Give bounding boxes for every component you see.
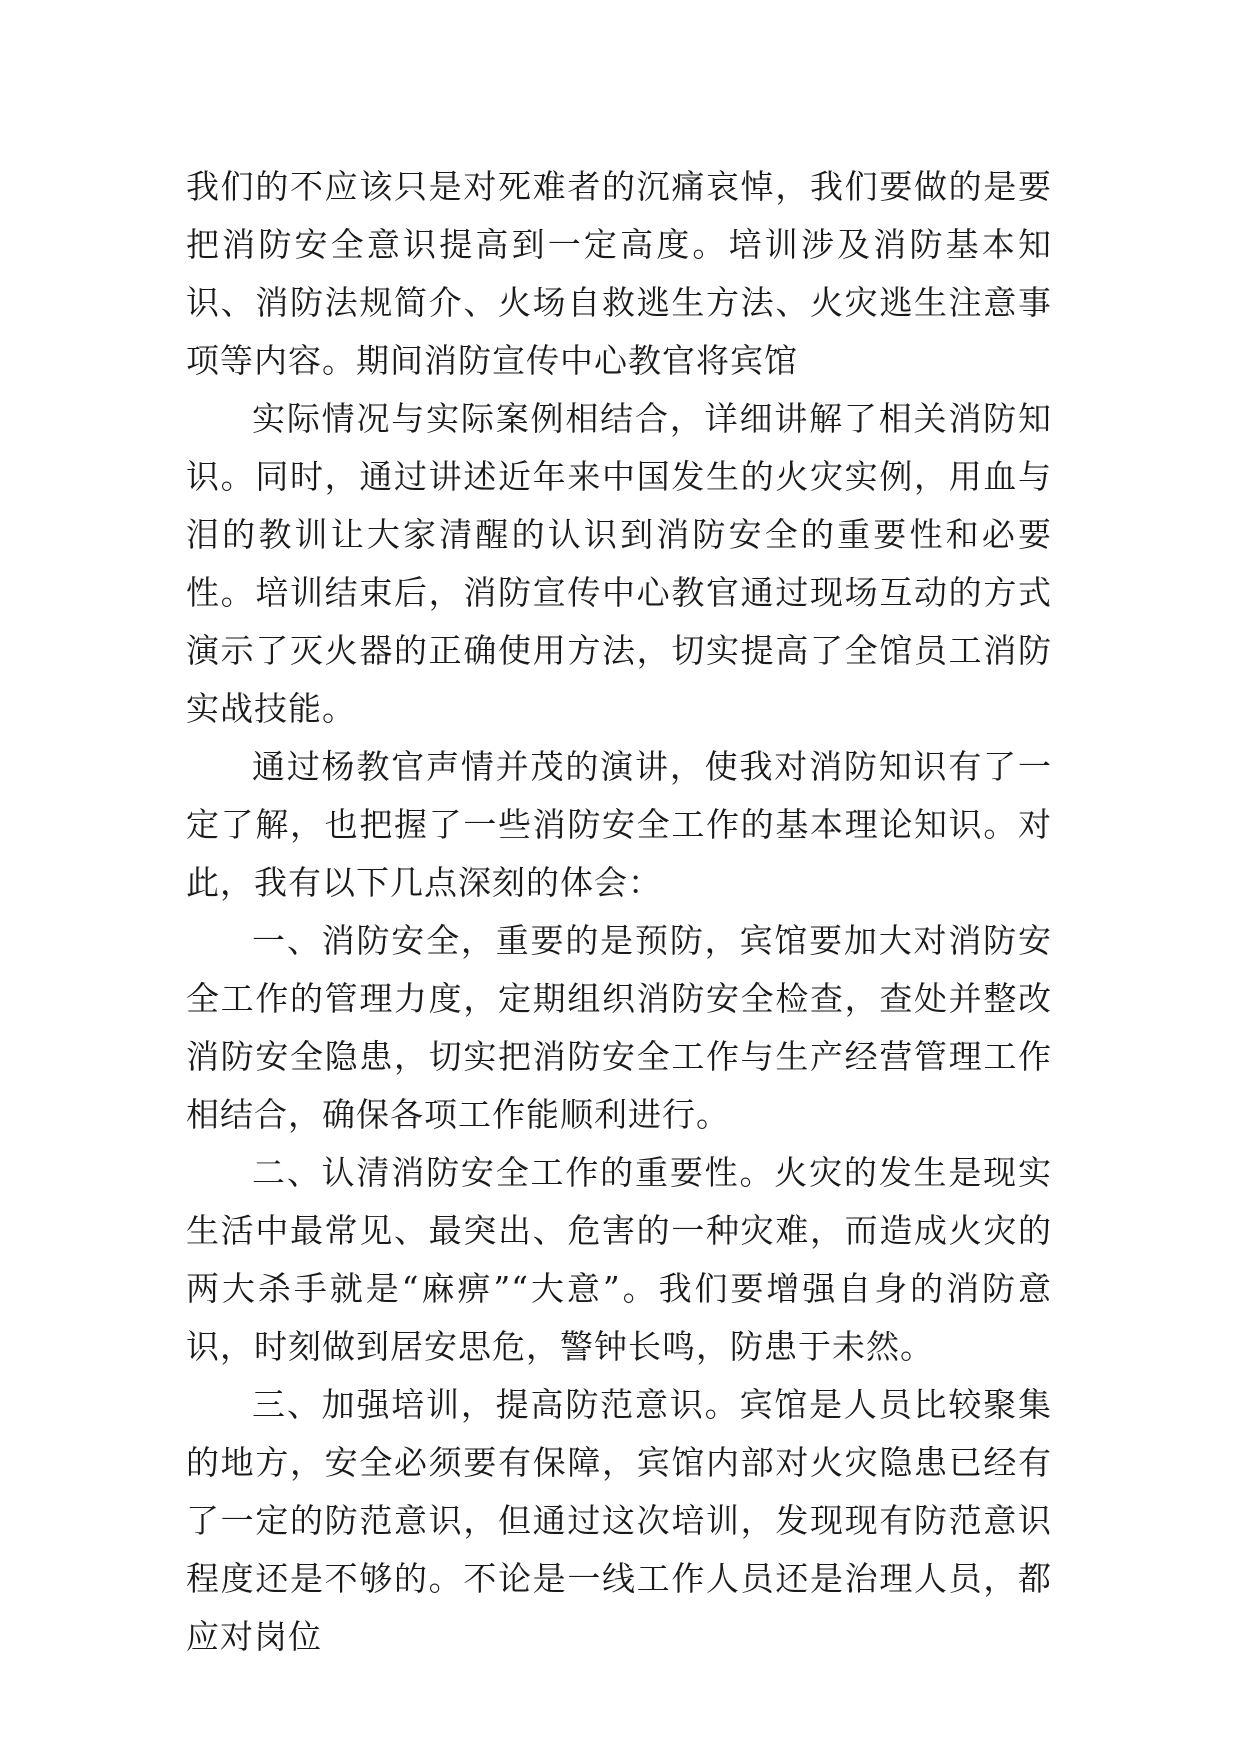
body-text xyxy=(186,158,1052,1666)
paragraph-point-one: 一、消防安全，重要的是预防，宾馆要加大对消防安全工作的管理力度，定期组织消防安全检查，查处并整改消防安全隐患，切实把消防安全工作与生产经营管理工作相结合，确保各项工作能顺利进行。 xyxy=(186,921,1052,1134)
paragraph-continuation: 我们的不应该只是对死难者的沉痛哀悼，我们要做的是要把消防安全意识提高到一定高度。培训涉及消防基本知识、消防法规简介、火场自救逃生方法、火灾逃生注意事项等内容。期间消防宣传中心教官将宾馆 xyxy=(186,167,1052,380)
paragraph-point-two: 二、认清消防安全工作的重要性。火灾的发生是现实生活中最常见、最突出、危害的一种灾难，而造成火灾的两大杀手就是“麻痹”“大意”。我们要增强自身的消防意识，时刻做到居安思危，警钟长鸣，防患于未然。 xyxy=(186,1153,1052,1366)
paragraph-reflection-intro: 通过杨教官声情并茂的演讲，使我对消防知识有了一定了解，也把握了一些消防安全工作的基本理论知识。对此，我有以下几点深刻的体会： xyxy=(186,747,1052,902)
paragraph-point-three: 三、加强培训，提高防范意识。宾馆是人员比较聚集的地方，安全必须要有保障，宾馆内部对火灾隐患已经有了一定的防范意识，但通过这次培训，发现现有防范意识程度还是不够的。不论是一线工作人员还是治理人员，都应对岗位 xyxy=(186,1385,1052,1656)
paragraph-training-content: 实际情况与实际案例相结合，详细讲解了相关消防知识。同时，通过讲述近年来中国发生的火灾实例，用血与泪的教训让大家清醒的认识到消防安全的重要性和必要性。培训结束后，消防宣传中心教官通过现场互动的方式演示了灭火器的正确使用方法，切实提高了全馆员工消防实战技能。 xyxy=(186,399,1052,728)
